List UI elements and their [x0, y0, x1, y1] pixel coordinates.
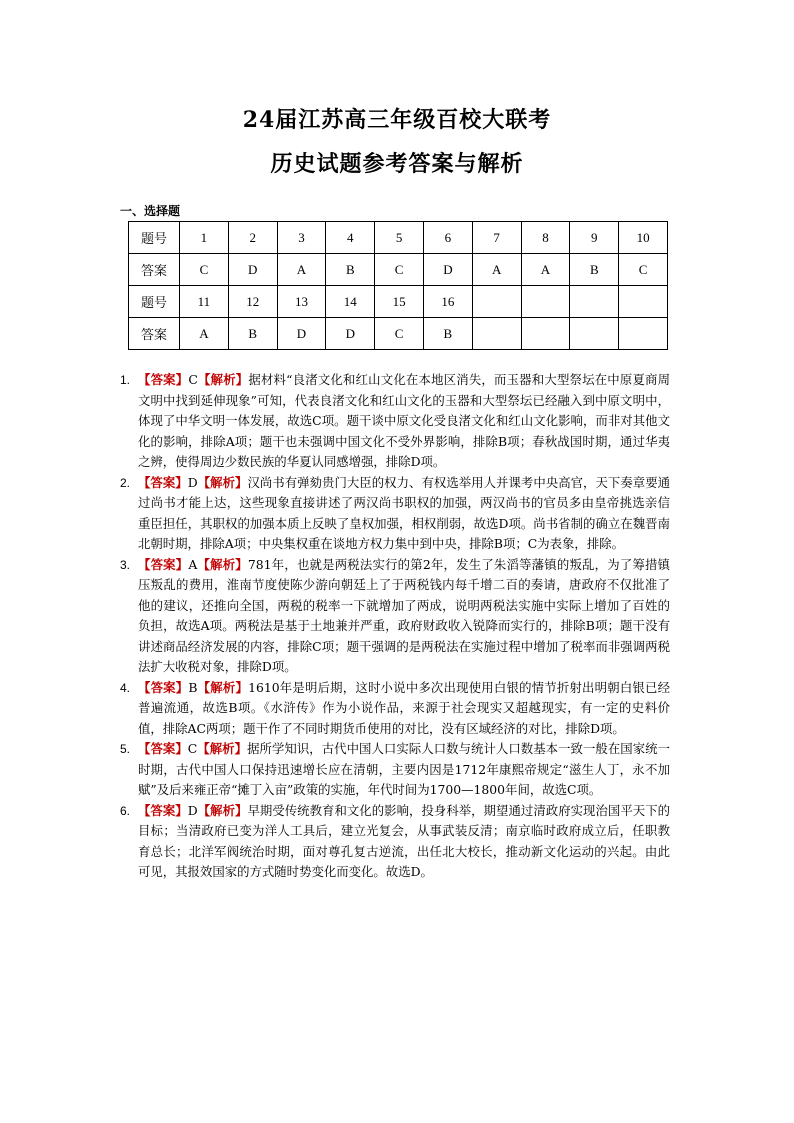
table-cell: 15	[375, 286, 424, 318]
table-cell	[472, 286, 521, 318]
table-row-label: 题号	[129, 286, 180, 318]
table-row-label: 题号	[129, 222, 180, 254]
answer-tag: 【答案】	[138, 679, 189, 695]
answer-tag: 【答案】	[138, 556, 189, 572]
table-cell: 4	[326, 222, 375, 254]
question-explanation	[120, 739, 670, 801]
table-cell: B	[326, 254, 375, 286]
answer-table	[128, 221, 668, 350]
analysis-tag: 【解析】	[197, 556, 248, 572]
analysis-text: 早期受传统教育和文化的影响，投身科举，期望通过清政府实现治国平天下的目标；当清政府已变为洋人工具后，建立光复会，从事武装反清；南京临时政府成立后，任职教育总长；北洋军阀统治时期，面对尊孔复古逆流，出任北大校长，推动新文化运动的兴起。由此可见，其报效国家的方式随时势变化而变化。故选D。	[138, 802, 671, 879]
table-row-label: 答案	[129, 318, 180, 350]
table-row	[129, 286, 668, 318]
question-number: 3.	[120, 557, 131, 572]
analysis-tag: 【解析】	[197, 679, 249, 695]
table-cell	[521, 318, 570, 350]
table-row	[129, 222, 668, 254]
analysis-tag: 【解析】	[197, 474, 248, 490]
question-number: 6.	[120, 803, 131, 818]
table-cell	[619, 318, 668, 350]
table-cell: 3	[277, 222, 326, 254]
table-row	[129, 254, 668, 286]
table-cell: B	[570, 254, 619, 286]
answer-tag: 【答案】	[138, 474, 188, 490]
question-explanation	[120, 370, 670, 473]
table-cell: D	[326, 318, 375, 350]
table-cell: A	[277, 254, 326, 286]
question-explanation	[120, 555, 670, 678]
table-cell: D	[423, 254, 472, 286]
table-cell: 13	[277, 286, 326, 318]
section-heading: 一、选择题	[120, 204, 181, 218]
question-list	[120, 370, 670, 883]
answer-tag: 【答案】	[138, 372, 189, 387]
table-cell	[570, 286, 619, 318]
table-row	[129, 318, 668, 350]
answer-tag: 【答案】	[138, 741, 188, 756]
table-cell: 8	[521, 222, 570, 254]
answer-letter: C	[188, 372, 198, 387]
table-cell: C	[375, 254, 424, 286]
table-cell: 5	[375, 222, 424, 254]
table-cell: A	[521, 254, 570, 286]
question-explanation	[120, 678, 670, 740]
table-cell: D	[277, 318, 326, 350]
page-title: 24届江苏高三年级百校大联考	[242, 107, 552, 133]
analysis-text: 781年，也就是两税法实行的第2年，发生了朱滔等藩镇的叛乱，为了筹措镇压叛乱的费用，淮南节度使陈少游向朝廷上了于两税钱内每千增二百的奏请，唐政府不仅批准了他的建议，还推向全国，两税的税率一下就增加了两成，说明两税法实施中实际上增加了百姓的负担，故选A项。两税法是基于土地兼并严重，政府财政收入锐降而实行的，排除B项；题干没有讲述商品经济发展的内容，排除C项；题干强调的是两税法在实施过程中增加了税率而非强调两税法扩大收税对象，排除D项。	[138, 556, 670, 674]
table-cell: B	[228, 318, 277, 350]
question-explanation	[120, 801, 670, 883]
question-number: 5.	[120, 742, 131, 756]
answer-letter: B	[188, 679, 198, 695]
answer-tag: 【答案】	[138, 802, 188, 818]
analysis-text: 据所学知识，古代中国人口实际人口数与统计人口数基本一致一般在国家统一时期，古代中国人口保持迅速增长应在清朝，主要内因是1712年康熙帝规定“滋生人丁，永不加赋”及后来雍正帝“摊丁入亩”政策的实施，年代时间为1700—1800年间，故选C项。	[138, 741, 671, 797]
analysis-text: 汉尚书有弹劾贵门大臣的权力、有权选举用人并课考中央高官，天下奏章要通过尚书才能上达，这些现象直接讲述了两汉尚书职权的加强，两汉尚书的官员多由皇帝挑选亲信重臣担任，其职权的加强本质上反映了皇权加强，相权削弱，故选D项。尚书省制的确立在魏晋南北朝时期，排除A项；中央集权重在谈地方权力集中到中央，排除B项；C为表象，排除。	[138, 474, 671, 551]
table-cell: A	[472, 254, 521, 286]
answer-letter: A	[188, 556, 198, 572]
table-cell: D	[228, 254, 277, 286]
analysis-tag: 【解析】	[197, 372, 249, 387]
question-number: 1.	[120, 373, 131, 387]
table-cell: B	[423, 318, 472, 350]
table-cell	[570, 318, 619, 350]
answer-letter: D	[187, 802, 198, 818]
analysis-text: 据材料“良渚文化和红山文化在本地区消失，而玉器和大型祭坛在中原夏商周文明中找到延伸现象”可知，代表良渚文化和红山文化的玉器和大型祭坛已经融入到中原文明中，体现了中华文明一体发展，故选C项。题干谈中原文化受良渚文化和红山文化影响，而非对其他文化的影响，排除A项；题干也未强调中国文化不受外界影响，排除B项；春秋战国时期，通过华夷之辨，使得周边少数民族的华夏认同感增强，排除D项。	[138, 372, 671, 469]
analysis-tag: 【解析】	[197, 741, 248, 756]
table-cell: C	[375, 318, 424, 350]
table-cell: 11	[180, 286, 229, 318]
analysis-text: 1610年是明后期，这时小说中多次出现使用白银的情节折射出明朝白银已经普遍流通，故选B项。《水浒传》作为小说作品，来源于社会现实又超越现实，有一定的史料价值，排除AC两项；题干作了不同时期货币使用的对比，没有区域经济的对比，排除D项。	[138, 679, 670, 736]
table-cell: 10	[619, 222, 668, 254]
table-cell: 14	[326, 286, 375, 318]
question-explanation	[120, 473, 670, 555]
question-number: 2.	[120, 475, 131, 490]
table-cell	[521, 286, 570, 318]
table-cell: A	[180, 318, 229, 350]
table-cell: 1	[180, 222, 229, 254]
table-cell	[619, 286, 668, 318]
page-subtitle: 历史试题参考答案与解析	[270, 151, 524, 177]
analysis-tag: 【解析】	[197, 802, 248, 818]
question-number: 4.	[120, 680, 131, 695]
table-cell	[472, 318, 521, 350]
table-cell: 7	[472, 222, 521, 254]
answer-letter: C	[187, 741, 198, 756]
table-row-label: 答案	[129, 254, 180, 286]
table-cell: C	[619, 254, 668, 286]
table-cell: 12	[228, 286, 277, 318]
table-cell: 2	[228, 222, 277, 254]
table-cell: 6	[423, 222, 472, 254]
table-cell: 16	[423, 286, 472, 318]
table-cell: 9	[570, 222, 619, 254]
answer-letter: D	[187, 474, 198, 490]
table-cell: C	[180, 254, 229, 286]
